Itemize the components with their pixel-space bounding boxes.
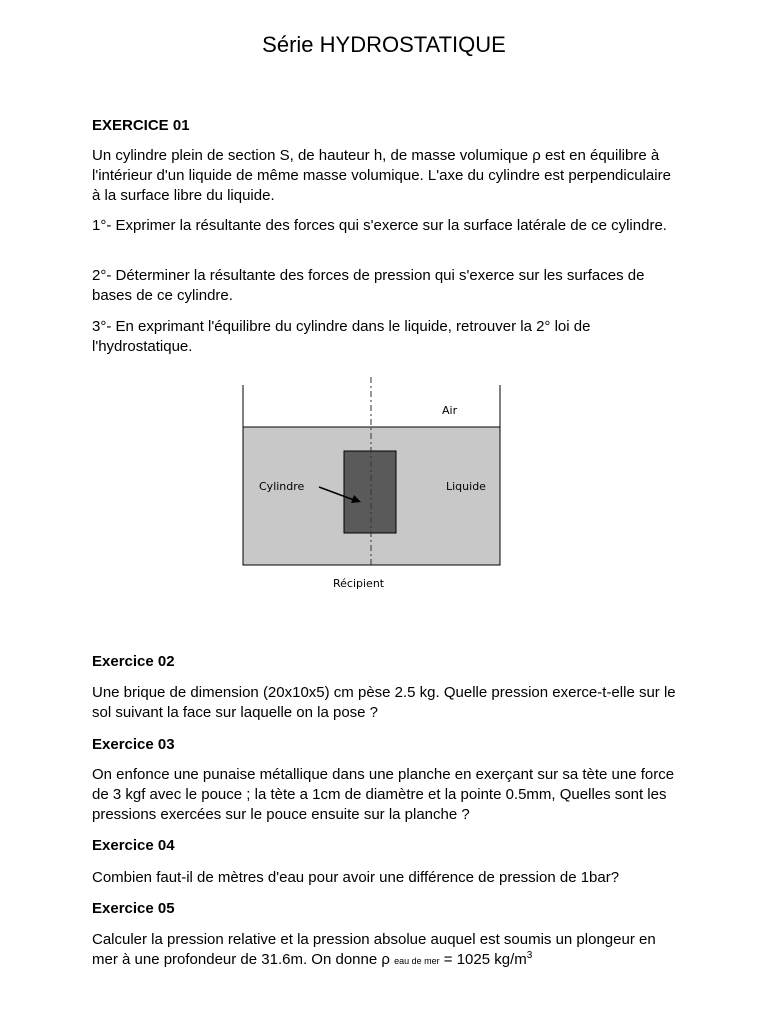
exercise-02-text: Une brique de dimension (20x10x5) cm pèse 2.5 kg. Quelle pression exerce-t-elle sur le sol suivant la face sur laquelle on la pose ?	[92, 684, 676, 721]
label-air: Air	[442, 404, 458, 417]
exercise-01-intro: Un cylindre plein de section S, de hauteur h, de masse volumique ρ est en équilibre à l'intérieur d'un liquide de même masse volumique. L'axe du cylindre est perpendiculaire à la surface libre du liquide.	[92, 147, 671, 204]
label-liquide: Liquide	[446, 480, 486, 493]
exercise-01-question-3: 3°- En exprimant l'équilibre du cylindre dans le liquide, retrouver la 2° loi de l'hydrostatique.	[92, 318, 591, 355]
page-title: Série HYDROSTATIQUE	[262, 32, 506, 57]
rho-subscript: eau de mer	[394, 956, 440, 966]
exercise-05-heading: Exercice 05	[92, 900, 175, 917]
exercise-05-text	[92, 930, 682, 971]
label-recipient: Récipient	[333, 577, 385, 590]
exercise-01-question-2: 2°- Déterminer la résultante des forces de pression qui s'exerce sur les surfaces de bases de ce cylindre.	[92, 267, 645, 304]
exercise-04-text: Combien faut-il de mètres d'eau pour avoir une différence de pression de 1bar?	[92, 869, 620, 886]
exercise-01-question-1: 1°- Exprimer la résultante des forces qui s'exerce sur la surface latérale de ce cylindre.	[92, 217, 667, 234]
cylinder-shape	[344, 451, 396, 533]
exercise-03-text: On enfonce une punaise métallique dans une planche en exerçant sur sa tète une force de 3 kgf avec le pouce ; la tète a 1cm de diamètre et la pointe 0.5mm, Quelles sont les pressions exercées sur le pouce ensuite sur la planche ?	[92, 766, 675, 823]
exercise-02-heading: Exercice 02	[92, 653, 175, 670]
label-cylindre: Cylindre	[259, 480, 305, 493]
unit-exponent: 3	[526, 950, 533, 961]
exercise-05-text-end: = 1025 kg/m	[439, 951, 527, 968]
exercise-03-heading: Exercice 03	[92, 736, 175, 753]
exercise-01-heading: EXERCICE 01	[92, 117, 190, 134]
cylinder-figure	[230, 375, 520, 595]
exercise-04-heading: Exercice 04	[92, 837, 175, 854]
exercise-05-text-main: Calculer la pression relative et la pression absolue auquel est soumis un plongeur en mer à une profondeur de 31.6m. On donne ρ	[92, 931, 656, 968]
